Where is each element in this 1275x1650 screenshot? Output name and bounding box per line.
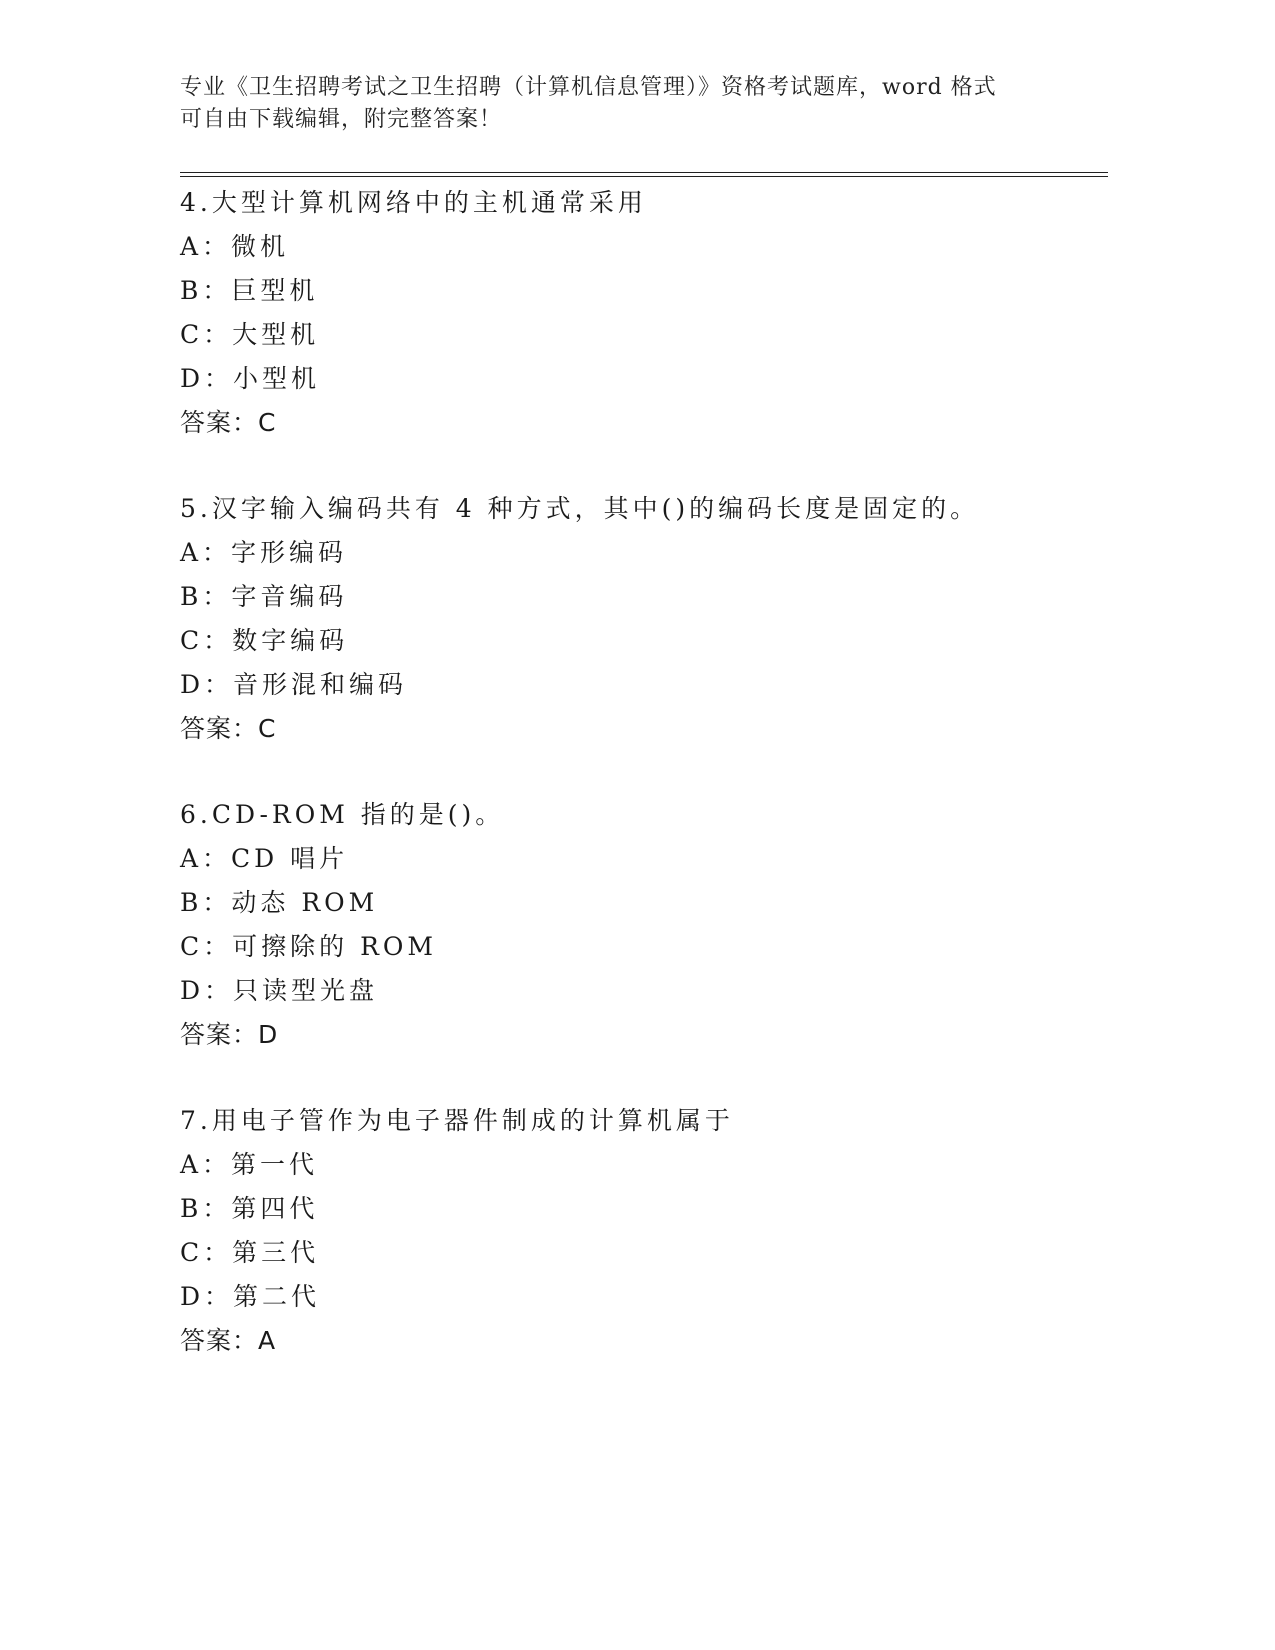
option-c: C：数字编码 [180,626,349,655]
option-c: C：大型机 [180,320,320,349]
option-a: A：字形编码 [180,538,348,567]
header-line-2: 可自由下载编辑，附完整答案！ [180,107,503,132]
option-b: B：巨型机 [180,276,319,305]
question-4 [180,181,1120,445]
question-7 [180,1099,1120,1363]
question-6 [180,793,1120,1057]
option-d: D：第二代 [180,1282,321,1311]
option-c: C：可擦除的 ROM [180,932,437,961]
option-b: B：字音编码 [180,582,348,611]
option-a: A：CD 唱片 [180,844,349,873]
answer-line: 答案：D [180,1020,279,1049]
option-b: B：第四代 [180,1194,319,1223]
question-stem: 7.用电子管作为电子器件制成的计算机属于 [180,1106,734,1135]
option-c: C：第三代 [180,1238,320,1267]
question-stem: 5.汉字输入编码共有 4 种方式，其中()的编码长度是固定的。 [180,494,980,523]
question-gap [180,445,1120,487]
option-d: D：只读型光盘 [180,976,379,1005]
question-gap [180,1057,1120,1099]
option-d: D：小型机 [180,364,321,393]
option-d: D：音形混和编码 [180,670,408,699]
question-5 [180,487,1120,751]
header-line-1: 专业《卫生招聘考试之卫生招聘（计算机信息管理）》资格考试题库，word 格式 [180,75,997,100]
document-header [180,72,1060,136]
answer-line: 答案：C [180,714,277,743]
header-divider-bottom [180,176,1108,177]
option-b: B：动态 ROM [180,888,379,917]
option-a: A：第一代 [180,1150,319,1179]
header-divider-top [180,172,1108,173]
question-list [180,181,1120,1363]
answer-line: 答案：C [180,408,277,437]
answer-line: 答案：A [180,1326,277,1355]
question-stem: 6.CD-ROM 指的是()。 [180,800,505,829]
question-gap [180,751,1120,793]
question-stem: 4.大型计算机网络中的主机通常采用 [180,188,647,217]
option-a: A：微机 [180,232,290,261]
